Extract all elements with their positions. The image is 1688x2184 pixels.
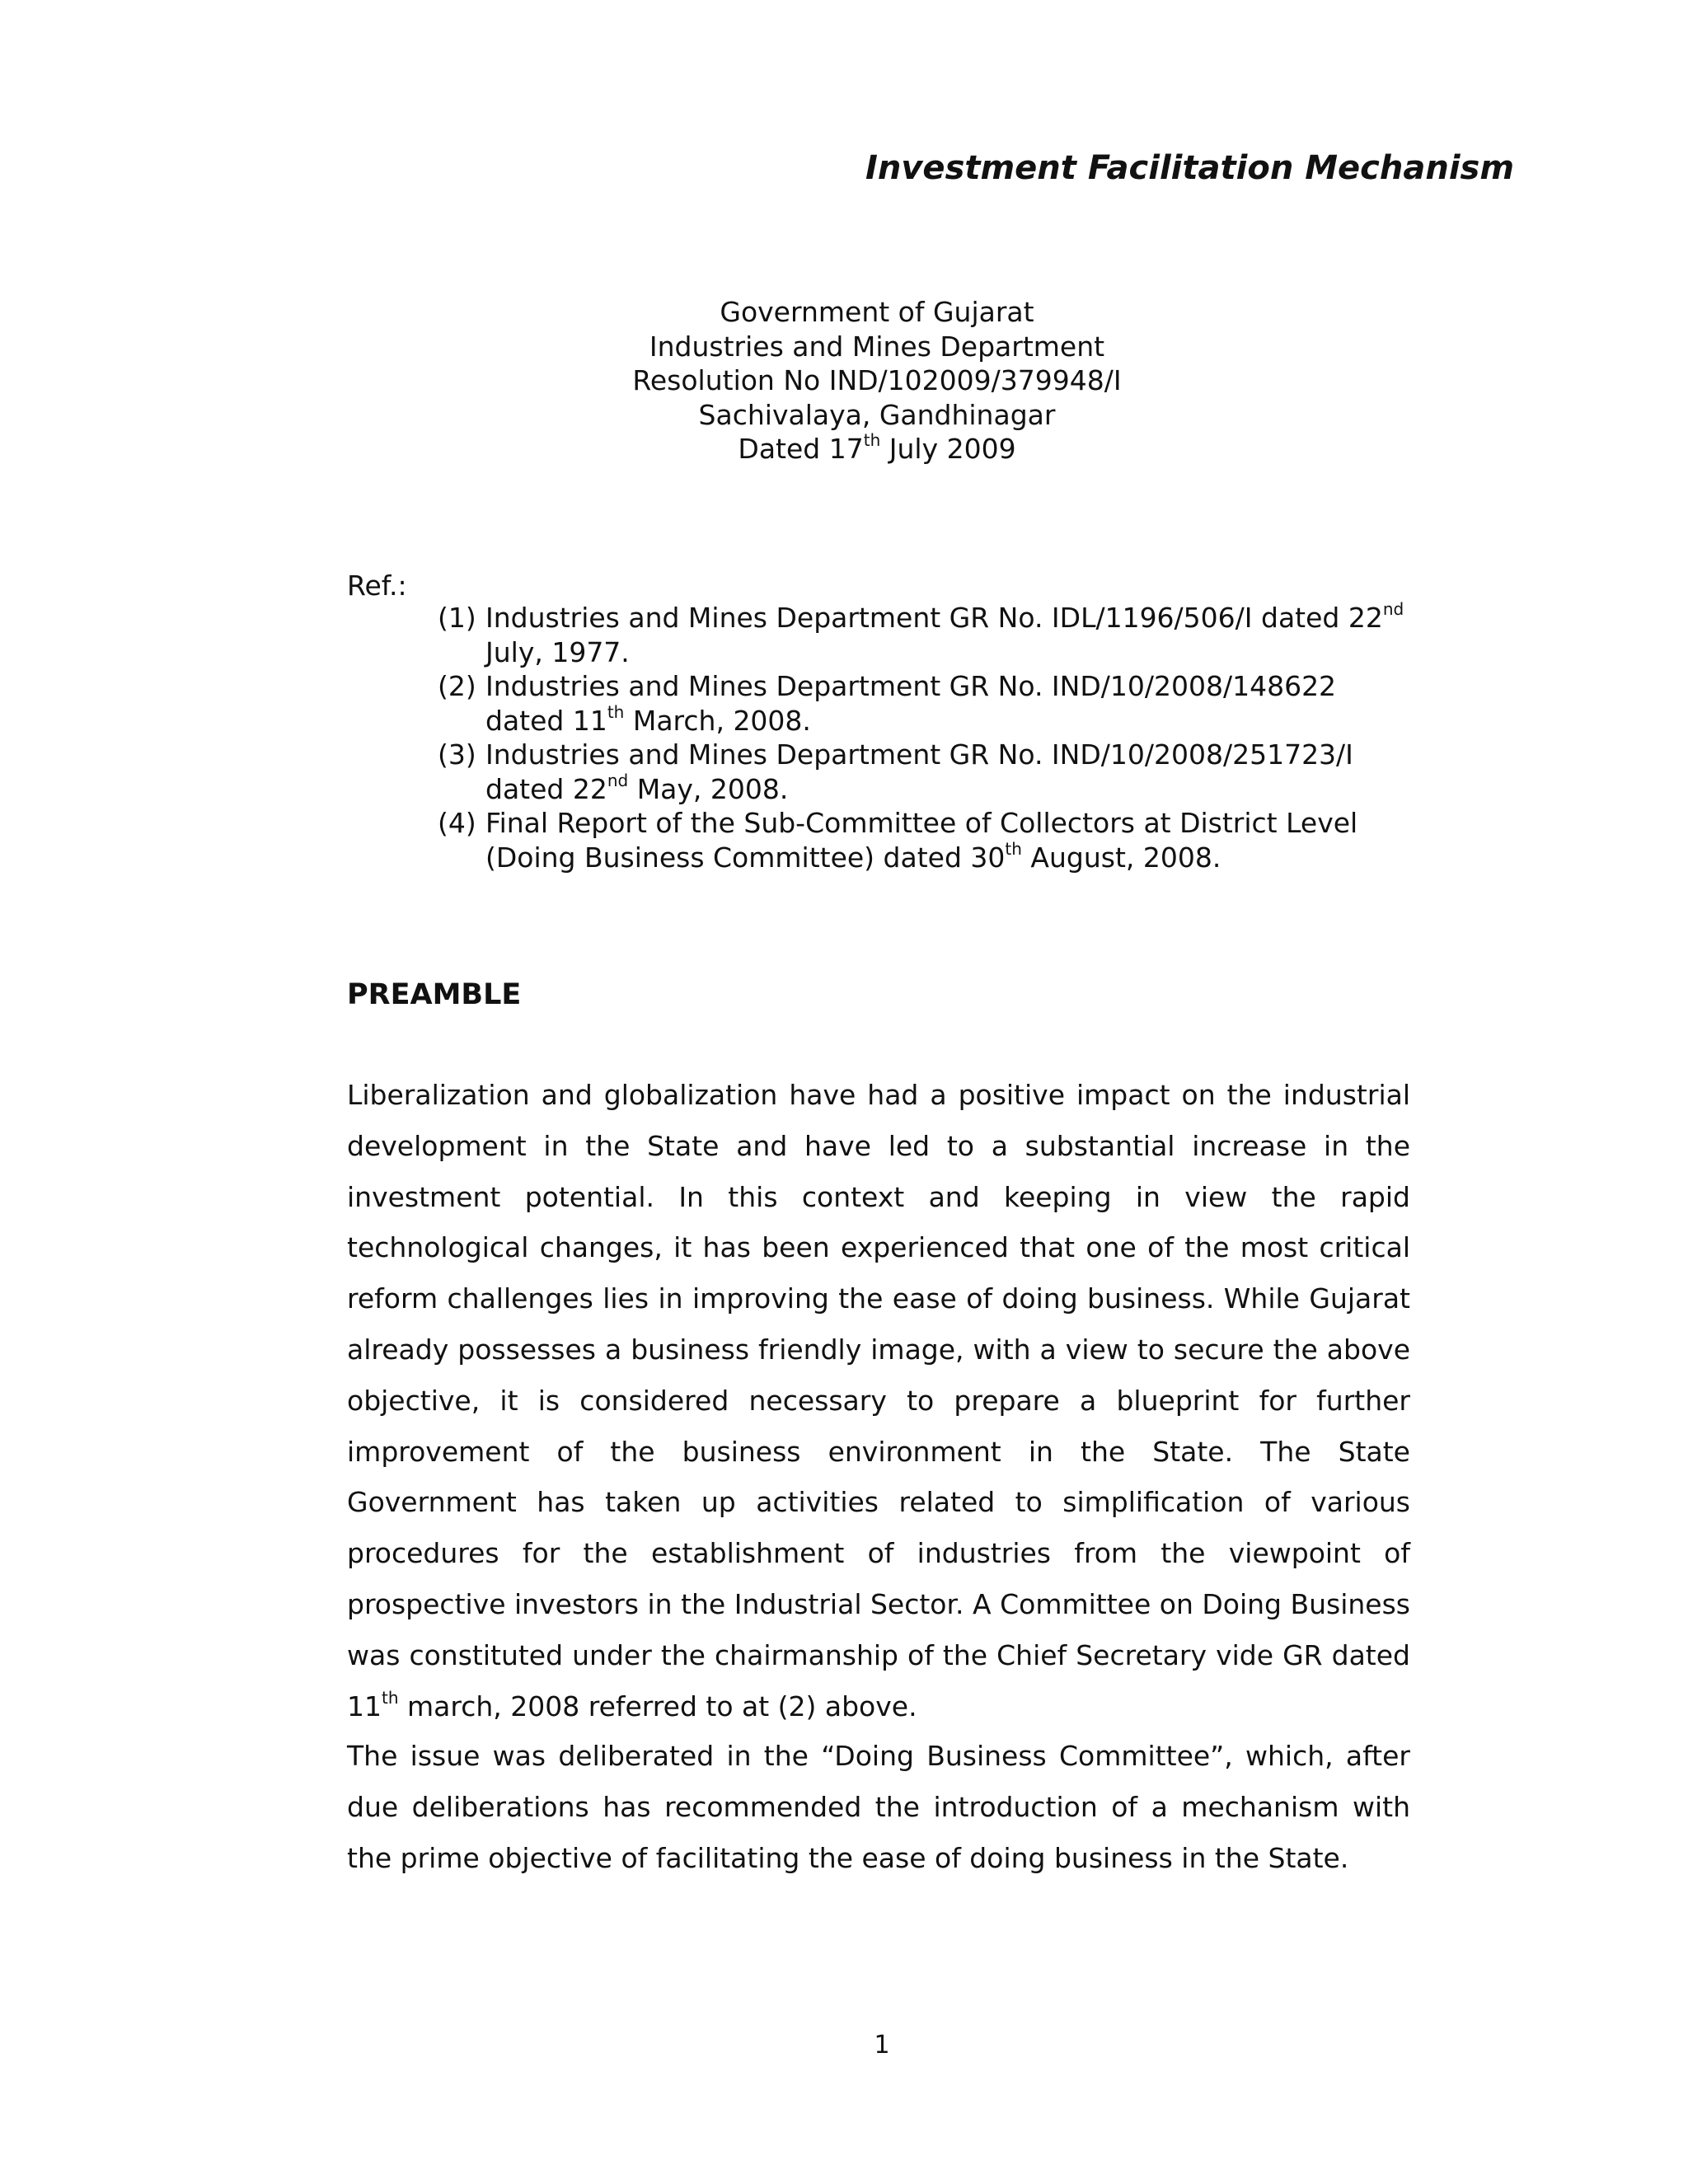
reference-text-end: May, 2008. — [628, 772, 789, 805]
reference-item — [438, 806, 1410, 874]
reference-item — [438, 601, 1410, 669]
header-date-suffix: July 2009 — [880, 433, 1016, 465]
reference-sup: nd — [607, 770, 629, 790]
header-government: Government of Gujarat — [720, 296, 1034, 328]
reference-text: Industries and Mines Department GR No. IDL/1196/506/I dated 22 — [485, 602, 1383, 634]
paragraph-sup: th — [382, 1687, 399, 1708]
reference-list — [438, 601, 1410, 874]
ref-label: Ref.: — [347, 569, 407, 602]
reference-text-end: July, 1977. — [485, 635, 630, 668]
section-heading: PREAMBLE — [347, 978, 522, 1011]
paragraph-text-end: march, 2008 referred to at (2) above. — [398, 1690, 917, 1722]
reference-sup: th — [607, 701, 625, 722]
document-title: Investment Facilitation Mechanism — [865, 149, 1515, 187]
reference-number: (1) — [438, 602, 476, 634]
reference-item — [438, 669, 1410, 738]
reference-item — [438, 738, 1410, 806]
reference-sup: th — [1005, 838, 1022, 859]
preamble-paragraph-2: The issue was deliberated in the “Doing Business Committee”, which, after due deliberations has recommended the introduction of a mechanism with the prime objective of facilitating the ease of doing business in the State. — [347, 1740, 1410, 1874]
header-date-prefix: Dated 17 — [738, 433, 864, 465]
reference-number: (3) — [438, 738, 476, 771]
resolution-header — [432, 295, 1322, 466]
preamble-paragraph-1 — [347, 1070, 1410, 1732]
header-location: Sachivalaya, Gandhinagar — [698, 398, 1056, 431]
reference-text: Industries and Mines Department GR No. IND/10/2008/251723/I dated 22 — [485, 738, 1353, 805]
header-resolution-number: Resolution No IND/102009/379948/I — [632, 364, 1122, 396]
header-date — [432, 432, 1322, 466]
header-date-sup: th — [863, 430, 881, 450]
page-number: 1 — [874, 2031, 890, 2060]
reference-number: (2) — [438, 670, 476, 702]
reference-text-end: August, 2008. — [1021, 841, 1221, 874]
reference-text: Final Report of the Sub-Committee of Collectors at District Level (Doing Business Committee) dated 30 — [485, 807, 1358, 874]
reference-number: (4) — [438, 807, 476, 839]
reference-text-end: March, 2008. — [624, 704, 811, 737]
paragraph-text: Liberalization and globalization have had a positive impact on the industrial development in the State and have led to a substantial increase in the investment potential. In this context and keeping in view the rapid technological changes, it has been experienced that one of the most critical reform challenges lies in improving the ease of doing business. While Gujarat already possesses a business friendly image, with a view to secure the above objective, it is considered necessary to prepare a blueprint for further improvement of the business environment in the State. The State Government has taken up activities related to simplification of various procedures for the establishment of industries from the viewpoint of prospective investors in the Industrial Sector. A Committee on Doing Business was constituted under the chairmanship of the Chief Secretary vide GR dated 11 — [347, 1079, 1410, 1722]
reference-text: Industries and Mines Department GR No. IND/10/2008/148622 dated 11 — [485, 670, 1337, 737]
reference-sup: nd — [1382, 599, 1404, 619]
header-department: Industries and Mines Department — [649, 330, 1105, 363]
